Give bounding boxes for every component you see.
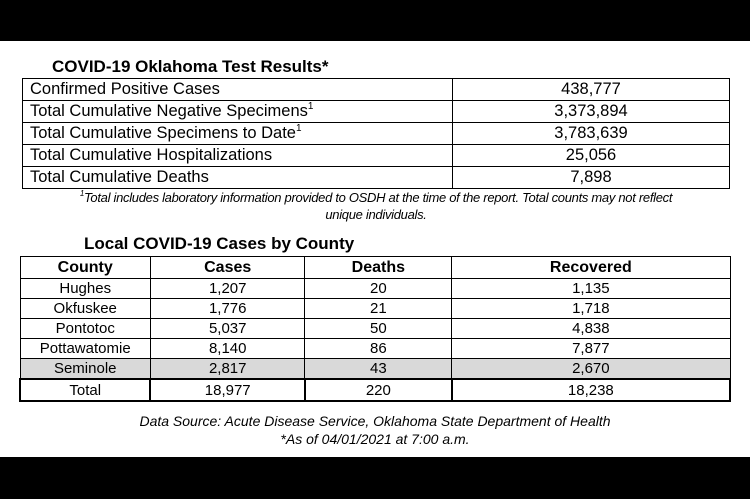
total-recovered-cell: 18,238 bbox=[452, 379, 730, 401]
state-table-title: COVID-19 Oklahoma Test Results* bbox=[52, 57, 329, 76]
header-row bbox=[20, 257, 730, 279]
row-label: Total Cumulative Specimens to Date$^1$ bbox=[23, 123, 453, 145]
table-row bbox=[20, 319, 730, 339]
county-cases-table bbox=[19, 256, 731, 402]
footnote-marker: 1 bbox=[295, 122, 302, 134]
deaths-cell: 86 bbox=[305, 339, 452, 359]
state-results-table bbox=[22, 78, 730, 189]
table-row bbox=[23, 123, 730, 145]
column-header-deaths: Deaths bbox=[305, 257, 452, 279]
row-label: Total Cumulative Deaths bbox=[23, 167, 453, 189]
cases-cell: 5,037 bbox=[150, 319, 305, 339]
recovered-cell: 2,670 bbox=[452, 359, 730, 380]
table-row bbox=[23, 145, 730, 167]
deaths-cell: 50 bbox=[305, 319, 452, 339]
row-value: 3,373,894 bbox=[453, 101, 730, 123]
recovered-cell: 7,877 bbox=[452, 339, 730, 359]
row-label: Total Cumulative Negative Specimens$^1$ bbox=[23, 101, 453, 123]
cases-cell: 1,207 bbox=[150, 279, 305, 299]
column-header-cases: Cases bbox=[150, 257, 305, 279]
table-row bbox=[23, 101, 730, 123]
row-value: 3,783,639 bbox=[453, 123, 730, 145]
document-page bbox=[0, 41, 750, 457]
county-cell: Pottawatomie bbox=[20, 339, 150, 359]
column-header-county: County bbox=[20, 257, 150, 279]
source-line: Data Source: Acute Disease Service, Oklahoma State Department of Health bbox=[139, 413, 611, 429]
footnote-marker: 1 bbox=[307, 100, 314, 112]
footnote-line: unique individuals. bbox=[325, 207, 427, 222]
table-row bbox=[20, 279, 730, 299]
total-row bbox=[20, 379, 730, 401]
row-value: 438,777 bbox=[453, 79, 730, 101]
county-cell: Seminole bbox=[20, 359, 150, 380]
deaths-cell: 20 bbox=[305, 279, 452, 299]
table-row bbox=[20, 339, 730, 359]
county-cell: Hughes bbox=[20, 279, 150, 299]
row-value: 7,898 bbox=[453, 167, 730, 189]
cases-cell: 8,140 bbox=[150, 339, 305, 359]
table-row bbox=[23, 167, 730, 189]
recovered-cell: 4,838 bbox=[452, 319, 730, 339]
cases-cell: 1,776 bbox=[150, 299, 305, 319]
as-of-line: *As of 04/01/2021 at 7:00 a.m. bbox=[280, 431, 470, 447]
deaths-cell: 43 bbox=[305, 359, 452, 380]
footnote-line: Total includes laboratory information provided to OSDH at the time of the report. Total counts may not reflect bbox=[83, 190, 673, 205]
cases-cell: 2,817 bbox=[150, 359, 305, 380]
total-label-cell: Total bbox=[20, 379, 150, 401]
recovered-cell: 1,135 bbox=[452, 279, 730, 299]
table-row bbox=[20, 359, 730, 380]
column-header-recovered: Recovered bbox=[452, 257, 730, 279]
footnote-mark: 1 bbox=[79, 188, 84, 198]
row-label: Total Cumulative Hospitalizations bbox=[23, 145, 453, 167]
state-table-footnote bbox=[22, 189, 730, 223]
recovered-cell: 1,718 bbox=[452, 299, 730, 319]
county-cell: Pontotoc bbox=[20, 319, 150, 339]
table-row bbox=[20, 299, 730, 319]
table-row bbox=[23, 79, 730, 101]
county-table-title: Local COVID-19 Cases by County bbox=[84, 234, 355, 253]
row-value: 25,056 bbox=[453, 145, 730, 167]
total-deaths-cell: 220 bbox=[305, 379, 452, 401]
total-cases-cell: 18,977 bbox=[150, 379, 305, 401]
row-label: Confirmed Positive Cases bbox=[23, 79, 453, 101]
data-source-note bbox=[0, 412, 750, 448]
deaths-cell: 21 bbox=[305, 299, 452, 319]
county-cell: Okfuskee bbox=[20, 299, 150, 319]
